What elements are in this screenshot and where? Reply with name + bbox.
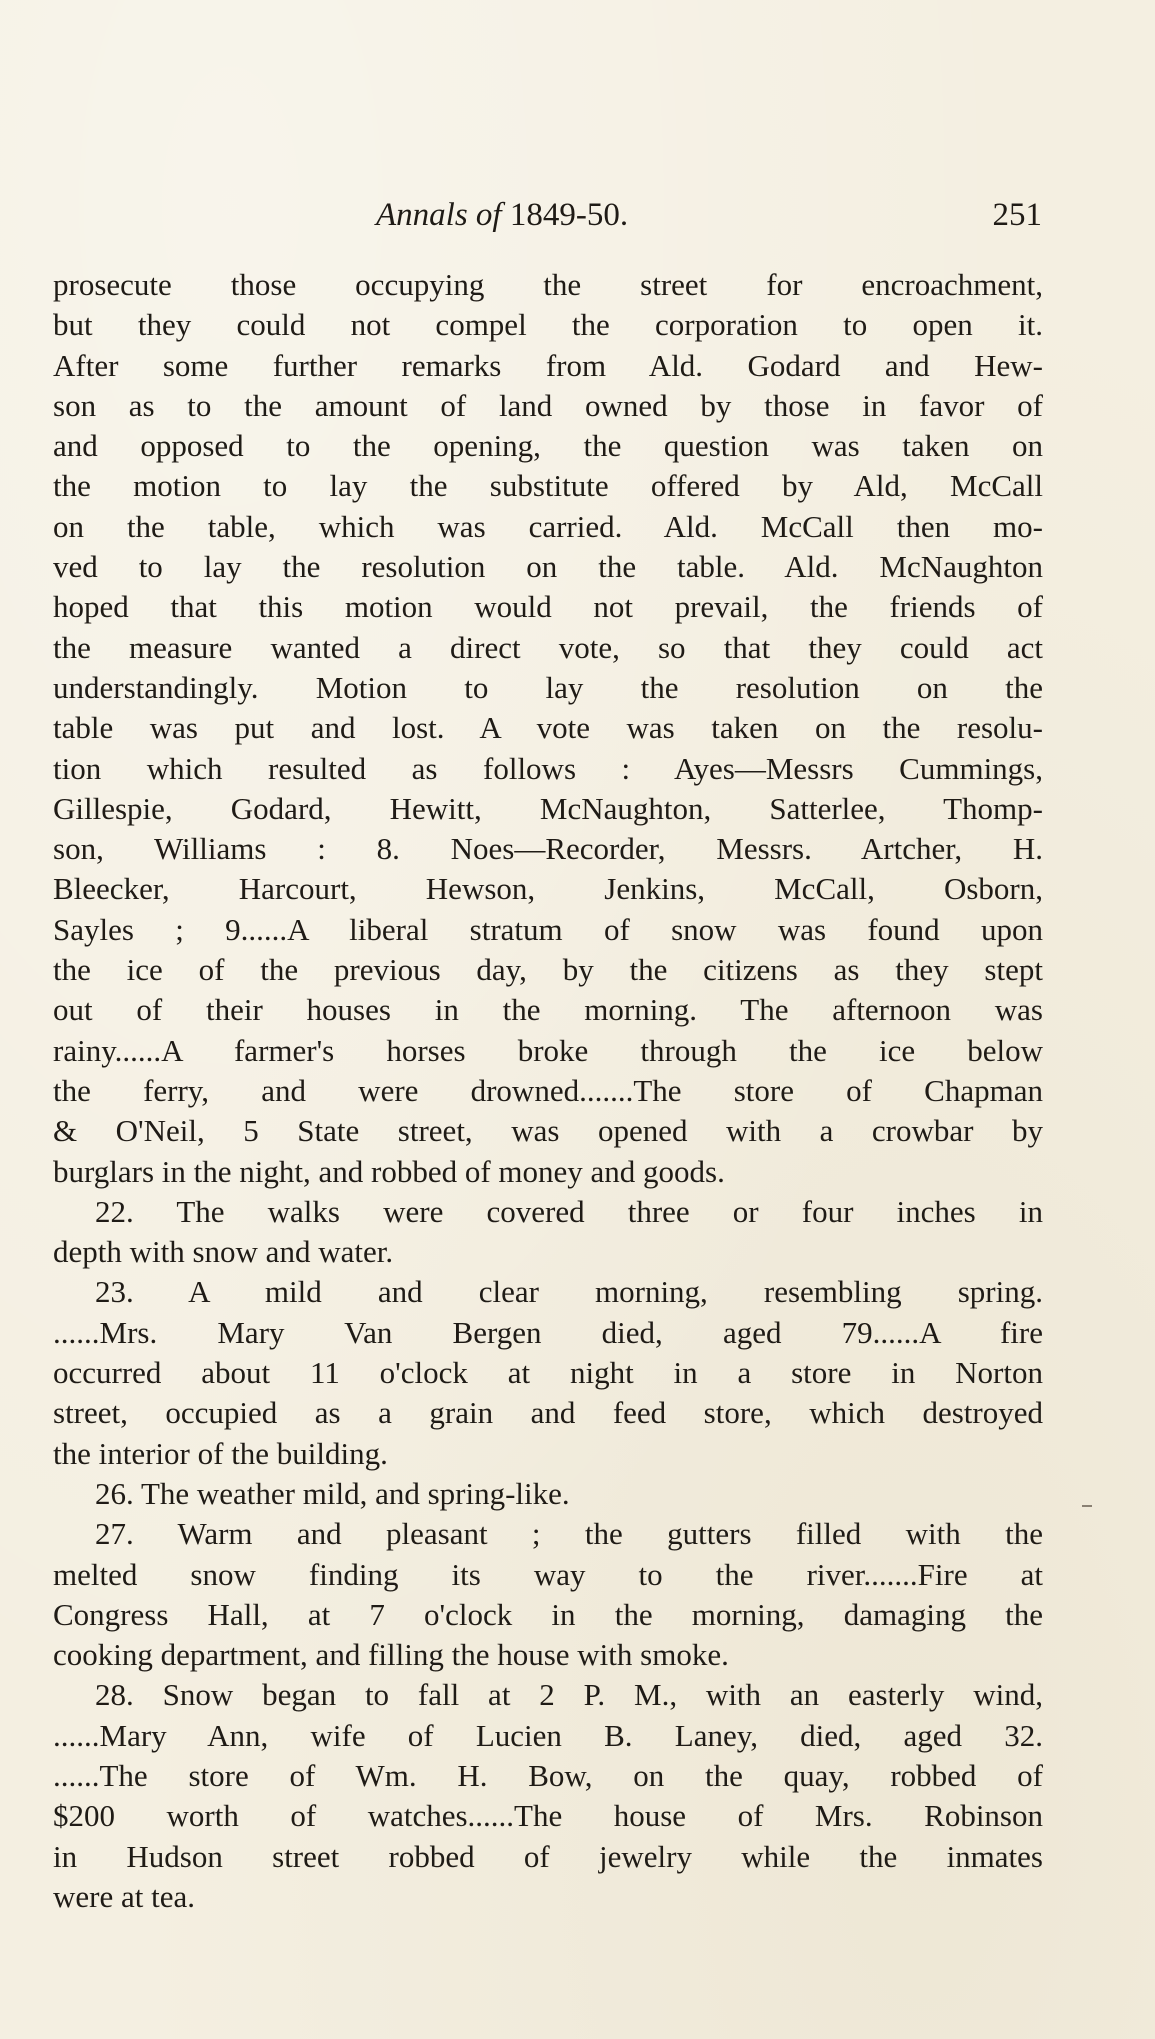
text-line: ......The store of Wm. H. Bow, on the quay, robbed of <box>53 1757 1043 1793</box>
text-line: understandingly. Motion to lay the resolution on the <box>53 669 1043 705</box>
text-line: occurred about 11 o'clock at night in a store in Norton <box>53 1355 1043 1391</box>
text-line: melted snow finding its way to the river.......Fire at <box>53 1556 1043 1592</box>
text-line: tion which resulted as follows : Ayes—Messrs Cummings, <box>53 750 1043 786</box>
text-line: burglars in the night, and robbed of money and goods. <box>53 1153 725 1189</box>
text-line: in Hudson street robbed of jewelry while the inmates <box>53 1838 1043 1874</box>
text-line: son as to the amount of land owned by those in favor of <box>53 387 1043 423</box>
text-line: Sayles ; 9......A liberal stratum of snow was found upon <box>53 911 1043 947</box>
text-line: table was put and lost. A vote was taken on the resolu- <box>53 710 1043 746</box>
page-header <box>56 190 1042 240</box>
text-line: and opposed to the opening, the question was taken on <box>53 428 1043 464</box>
text-line: rainy......A farmer's horses broke through the ice below <box>53 1032 1043 1068</box>
text-line: the ice of the previous day, by the citizens as they stept <box>53 952 1043 988</box>
text-line: ved to lay the resolution on the table. Ald. McNaughton <box>53 549 1043 585</box>
text-line: ......Mary Ann, wife of Lucien B. Laney, died, aged 32. <box>53 1717 1043 1753</box>
text-line: After some further remarks from Ald. Godard and Hew- <box>53 347 1043 383</box>
text-line: the motion to lay the substitute offered by Ald, McCall <box>53 468 1043 504</box>
text-line: were at tea. <box>53 1878 195 1914</box>
margin-mark <box>1082 1505 1092 1507</box>
text-line: son, Williams : 8. Noes—Recorder, Messrs. Artcher, H. <box>53 831 1043 867</box>
text-line: 28. Snow began to fall at 2 P. M., with an easterly wind, <box>95 1677 1043 1713</box>
text-line: 22. The walks were covered three or four inches in <box>95 1193 1043 1229</box>
text-line: Gillespie, Godard, Hewitt, McNaughton, Satterlee, Thomp- <box>53 790 1043 826</box>
page-number: 251 <box>992 197 1042 233</box>
text-line: the ferry, and were drowned.......The store of Chapman <box>53 1072 1043 1108</box>
text-line: out of their houses in the morning. The afternoon was <box>53 992 1043 1028</box>
running-title-italic: Annals of <box>376 197 502 233</box>
text-line: 26. The weather mild, and spring-like. <box>95 1475 570 1511</box>
text-line: prosecute those occupying the street for encroachment, <box>53 267 1043 302</box>
body-text <box>53 265 1043 1917</box>
text-line: $200 worth of watches......The house of Mrs. Robinson <box>53 1798 1043 1834</box>
text-line: but they could not compel the corporation to open it. <box>53 307 1043 343</box>
text-line: hoped that this motion would not prevail, the friends of <box>53 589 1043 625</box>
text-line: & O'Neil, 5 State street, was opened with a crowbar by <box>53 1113 1043 1149</box>
running-title <box>376 190 628 240</box>
text-line: the interior of the building. <box>53 1435 388 1471</box>
text-line: Congress Hall, at 7 o'clock in the morning, damaging the <box>53 1596 1043 1632</box>
text-line: 23. A mild and clear morning, resembling spring. <box>95 1274 1043 1310</box>
text-line: on the table, which was carried. Ald. McCall then mo- <box>53 508 1043 544</box>
text-line: 27. Warm and pleasant ; the gutters filled with the <box>95 1516 1043 1552</box>
text-line: street, occupied as a grain and feed store, which destroyed <box>53 1395 1043 1431</box>
text-line: depth with snow and water. <box>53 1234 394 1270</box>
text-line: Bleecker, Harcourt, Hewson, Jenkins, McCall, Osborn, <box>53 871 1043 907</box>
text-line: cooking department, and filling the house with smoke. <box>53 1637 729 1673</box>
text-line: ......Mrs. Mary Van Bergen died, aged 79......A fire <box>53 1314 1043 1350</box>
running-title-year: 1849-50. <box>509 197 629 233</box>
text-line: the measure wanted a direct vote, so that they could act <box>53 629 1043 665</box>
